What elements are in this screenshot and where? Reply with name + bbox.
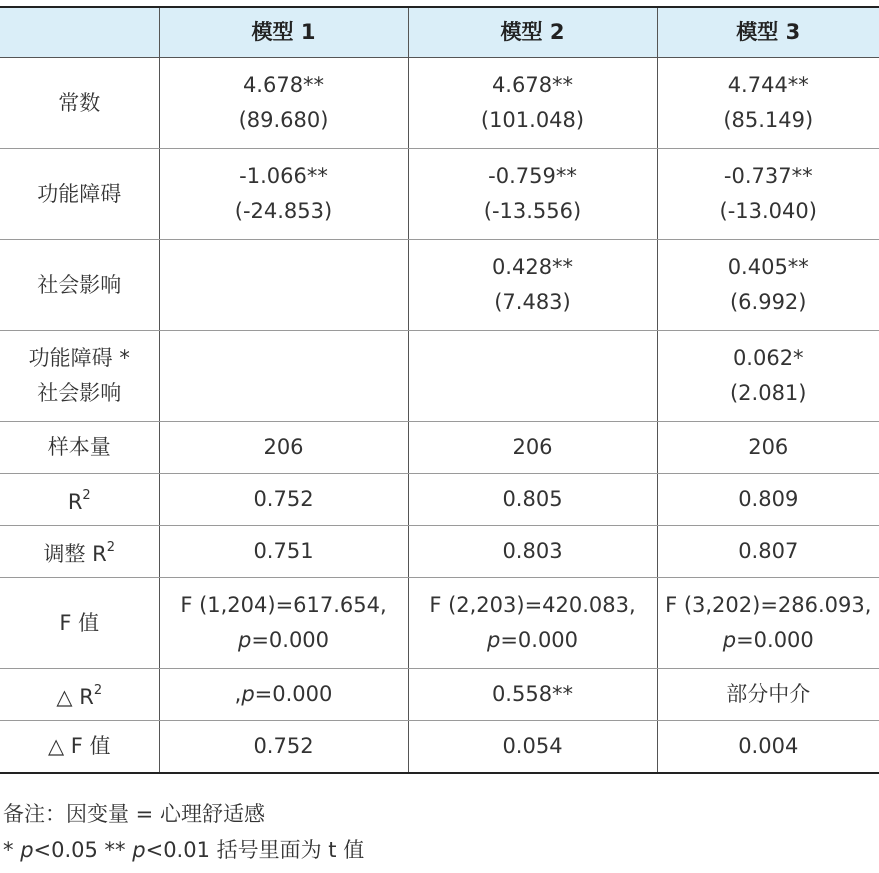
note-dependent-variable: 备注：因变量 = 心理舒适感 [3, 802, 265, 826]
cell-model-3 [657, 240, 879, 331]
cell-model-2 [408, 149, 657, 240]
note-star: * [3, 838, 21, 862]
row-label: 常数 [0, 58, 159, 149]
p-value [164, 623, 404, 658]
cell-model-3: 0.809 [657, 474, 879, 526]
coefficient: 4.678** [242, 73, 325, 97]
note-significance [3, 832, 364, 868]
row-adjusted-r-squared [0, 526, 879, 578]
cell-model-3: 0.004 [657, 721, 879, 774]
t-value: (89.680) [238, 108, 329, 132]
coefficient: 4.678** [491, 73, 574, 97]
cell-model-2: 0.054 [408, 721, 657, 774]
cell-model-1: 206 [159, 422, 408, 474]
cell-model-2: 206 [408, 422, 657, 474]
coefficient: 4.744** [727, 73, 809, 97]
row-label: F 值 [0, 578, 159, 669]
cell-model-2: 0.805 [408, 474, 657, 526]
cell-model-1: 0.751 [159, 526, 408, 578]
row-delta-r-squared [0, 669, 879, 721]
row-r-squared [0, 474, 879, 526]
cell-model-1 [159, 669, 408, 721]
coefficient: -1.066** [239, 164, 328, 188]
regression-table [0, 6, 879, 774]
superscript: 2 [106, 539, 116, 555]
p-number: =0.000 [500, 628, 579, 652]
row-label: 功能障碍 [0, 149, 159, 240]
p-number: =0.000 [251, 628, 330, 652]
t-value: (-13.040) [719, 199, 817, 223]
cell-model-1: 0.752 [159, 721, 408, 774]
p-value [662, 623, 876, 658]
cell-model-1-empty [159, 240, 408, 331]
header-row [0, 7, 879, 58]
row-label: △ F 值 [0, 721, 159, 774]
row-label: 社会影响 [0, 240, 159, 331]
row-label-line-1: 功能障碍 * [28, 346, 130, 370]
coefficient: -0.759** [488, 164, 577, 188]
p-symbol: p [132, 838, 146, 862]
cell-model-3 [657, 578, 879, 669]
cell-model-2: 0.803 [408, 526, 657, 578]
coefficient: 0.428** [491, 255, 574, 279]
cell-model-3 [657, 331, 879, 422]
cell-model-1 [159, 578, 408, 669]
row-label [0, 669, 159, 721]
cell-model-1 [159, 149, 408, 240]
t-value: (6.992) [729, 290, 807, 314]
table-notes [3, 796, 364, 868]
t-value: (7.483) [494, 290, 571, 314]
row-constant [0, 58, 879, 149]
p-symbol: p [20, 838, 34, 862]
row-label [0, 526, 159, 578]
p-symbol: p [486, 628, 501, 652]
f-statistic: F (2,203)=420.083, [429, 593, 636, 617]
t-value: (-24.853) [234, 199, 333, 223]
cell-model-3 [657, 58, 879, 149]
row-label: 样本量 [0, 422, 159, 474]
p-number: =0.000 [254, 682, 333, 706]
row-disability [0, 149, 879, 240]
p-symbol: p [237, 628, 252, 652]
cell-model-1-empty [159, 331, 408, 422]
row-f-value [0, 578, 879, 669]
cell-model-3: 0.807 [657, 526, 879, 578]
t-value: (-13.556) [483, 199, 582, 223]
row-label-text: 调整 R [43, 541, 107, 566]
f-statistic: F (3,202)=286.093, [665, 593, 872, 617]
p-symbol: p [241, 682, 255, 706]
row-label-text: △ R [56, 684, 94, 709]
cell-model-3: 部分中介 [657, 669, 879, 721]
t-value: (85.149) [723, 108, 814, 132]
cell-model-3 [657, 149, 879, 240]
row-interaction [0, 331, 879, 422]
row-label-line-2: 社会影响 [37, 381, 122, 405]
cell-model-1: 0.752 [159, 474, 408, 526]
cell-model-2-empty [408, 331, 657, 422]
row-delta-f [0, 721, 879, 774]
prefix: , [234, 682, 242, 706]
t-value: (101.048) [480, 108, 585, 132]
note-text: <0.05 ** [33, 838, 133, 862]
row-sample-size [0, 422, 879, 474]
p-value [413, 623, 653, 658]
superscript: 2 [93, 682, 103, 698]
p-symbol: p [722, 628, 737, 652]
row-label-text: R [67, 489, 83, 514]
row-label [0, 474, 159, 526]
note-text: <0.01 括号里面为 t 值 [145, 838, 365, 862]
cell-model-2 [408, 578, 657, 669]
header-model-1: 模型 1 [159, 7, 408, 58]
row-social-influence [0, 240, 879, 331]
coefficient: -0.737** [723, 164, 813, 188]
header-corner-cell [0, 7, 159, 58]
cell-model-1 [159, 58, 408, 149]
cell-model-3: 206 [657, 422, 879, 474]
header-model-2: 模型 2 [408, 7, 657, 58]
p-number: =0.000 [736, 628, 814, 652]
header-model-3: 模型 3 [657, 7, 879, 58]
f-statistic: F (1,204)=617.654, [180, 593, 387, 617]
cell-model-2 [408, 240, 657, 331]
superscript: 2 [82, 487, 91, 503]
coefficient: 0.405** [727, 255, 809, 279]
coefficient: 0.062* [732, 346, 804, 370]
t-value: (2.081) [729, 381, 807, 405]
cell-model-2: 0.558** [408, 669, 657, 721]
cell-model-2 [408, 58, 657, 149]
row-label [0, 331, 159, 422]
